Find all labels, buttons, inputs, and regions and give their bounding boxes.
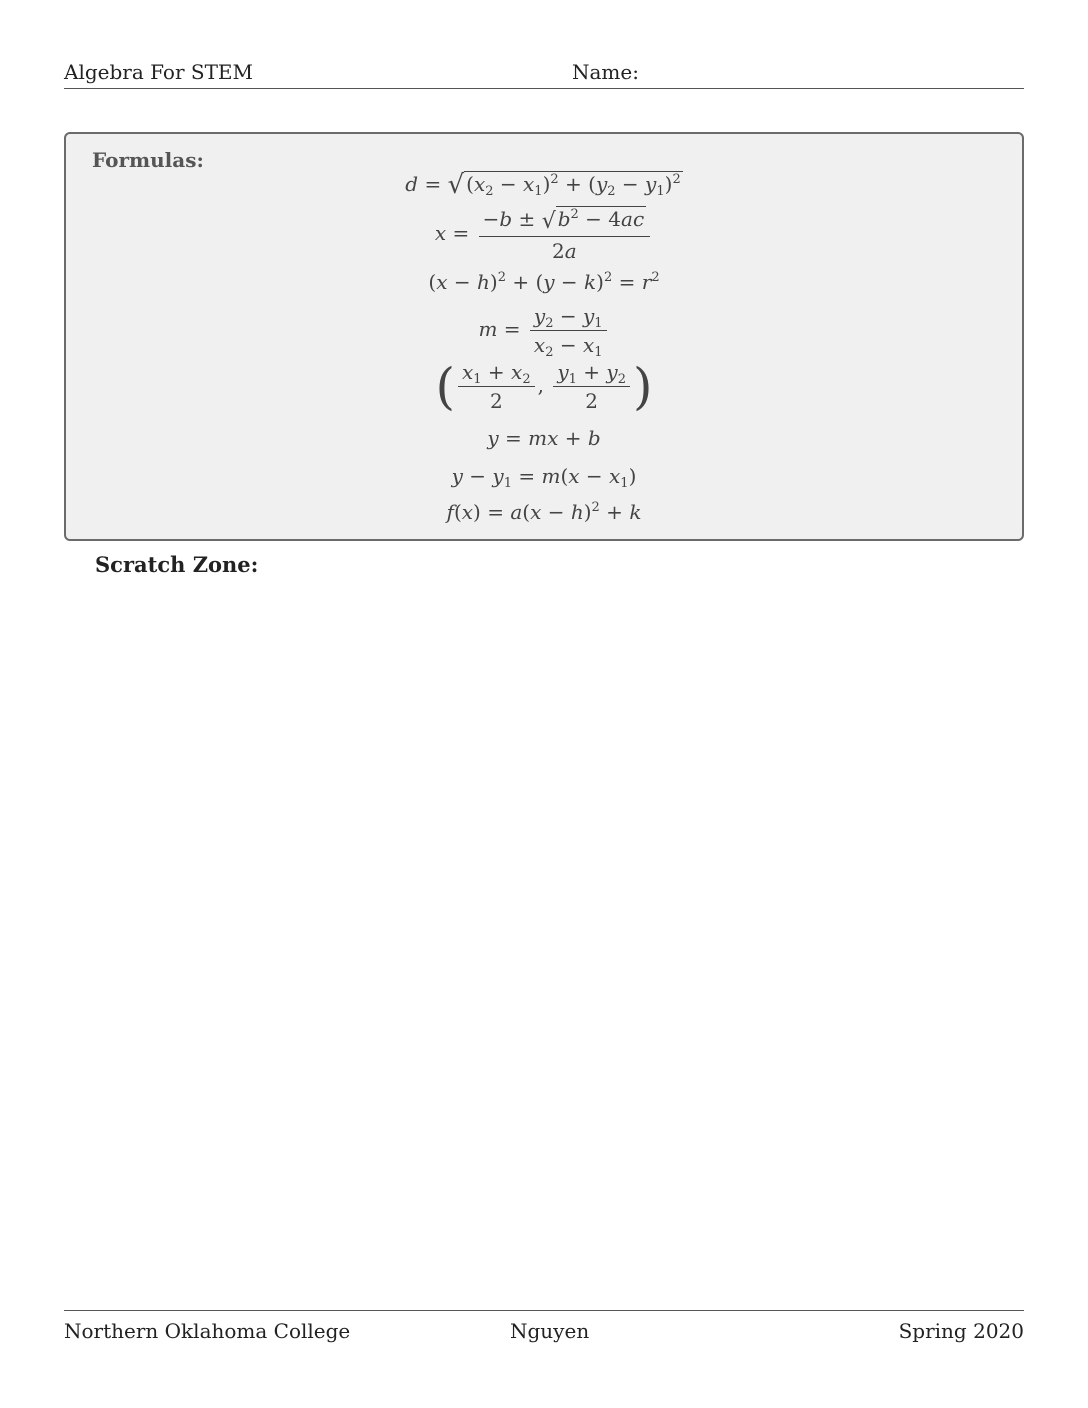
footer-term: Spring 2020	[898, 1319, 1024, 1343]
circle-equation: $(x - h)^2 + (y - k)^2 = r^2$	[428, 270, 660, 294]
footer-instructor: Nguyen	[510, 1319, 590, 1343]
vertex-form-formula: $f(x) = a(x - h)^2 + k$	[446, 500, 642, 524]
footer-college: Northern Oklahoma College	[64, 1319, 351, 1343]
page-footer	[64, 1310, 1024, 1351]
formulas-title: Formulas:	[92, 148, 204, 172]
formulas-box	[64, 132, 1024, 541]
distance-formula: d = √ $(x_2 - x_1)^2 + (y_2 - y_1)^2$	[405, 170, 681, 200]
slope-intercept-formula: y = mx + b	[487, 426, 601, 450]
midpoint-formula: ( $\frac{x_1 + x_2}{2}$ , $\frac{y_1 + y_2}{2}$ )	[435, 357, 653, 416]
point-slope-formula: $y - y_1 = m(x - x_1)$	[451, 464, 637, 491]
slope-formula: m = $\frac{y_2 - y_1}{x_2 - x_1}$	[66, 304, 1022, 357]
course-title: Algebra For STEM	[64, 60, 253, 84]
name-label: Name:	[572, 60, 639, 84]
scratch-zone-title: Scratch Zone:	[95, 552, 259, 577]
page-header	[64, 60, 1024, 89]
quadratic-formula: x = $\frac{-b \pm √ b^2 - 4ac}{2a}$	[66, 206, 1022, 263]
